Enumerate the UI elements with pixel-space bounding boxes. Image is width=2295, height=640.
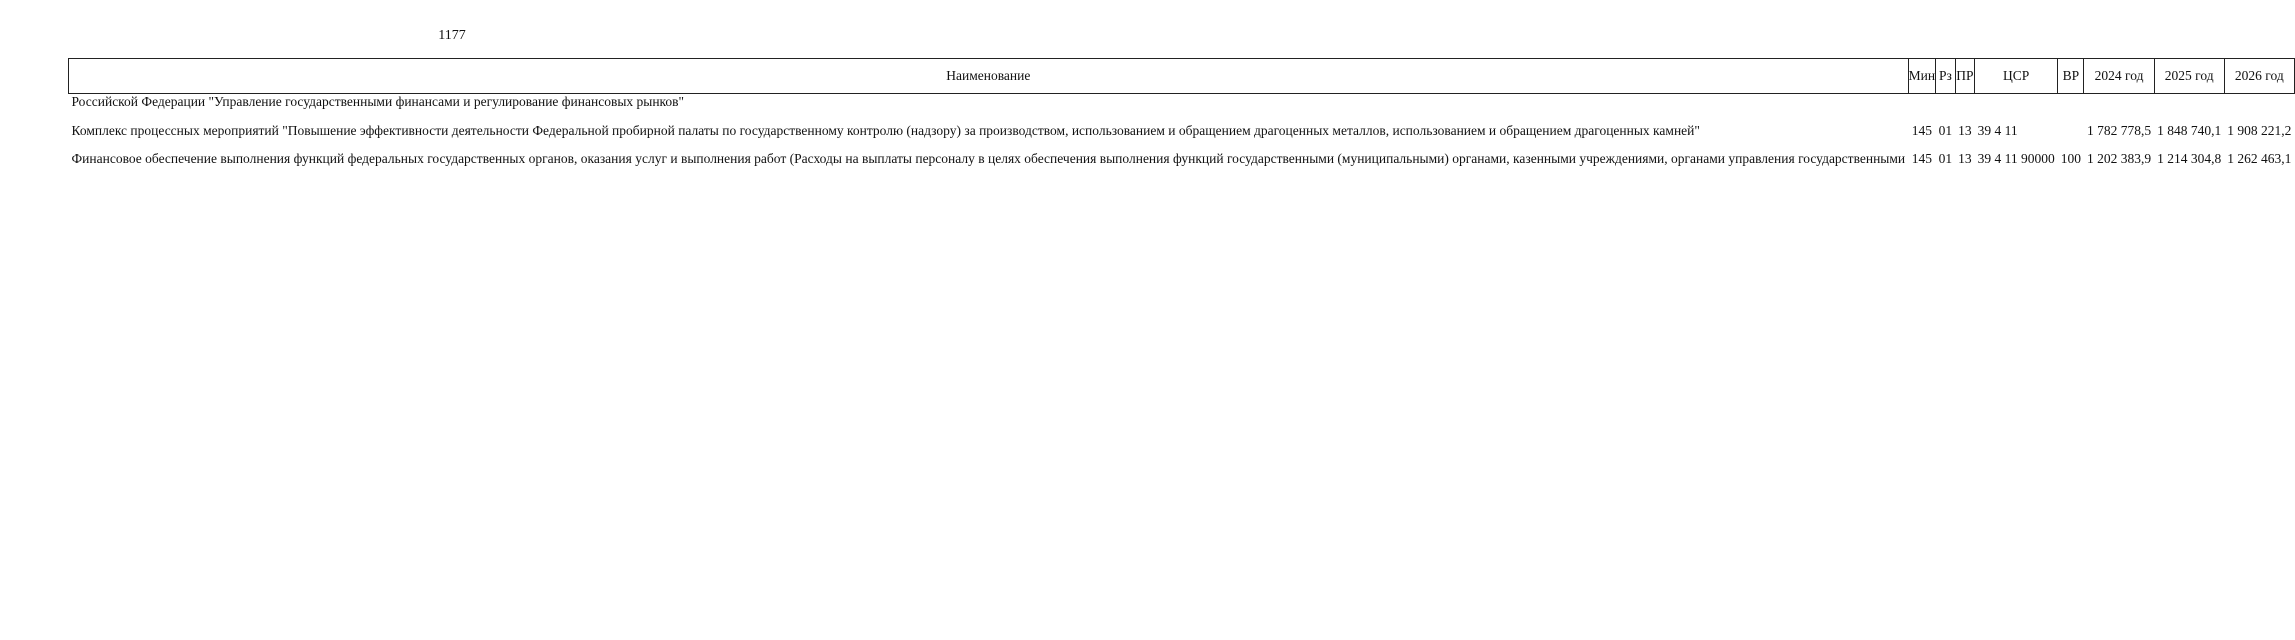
- table-header-row: [69, 59, 2295, 94]
- row-min: [1908, 94, 1935, 111]
- header-rz: Рз: [1936, 59, 1956, 94]
- row-vr: [2058, 94, 2084, 111]
- budget-table: [68, 58, 2295, 168]
- row-min: 145: [1911, 122, 1932, 138]
- row-name: Российской Федерации "Управление государственными финансами и регулирование финансовых рынков": [71, 94, 685, 109]
- row-2026: 1 908 221,2: [2227, 122, 2292, 138]
- row-pr: [1955, 94, 1975, 111]
- page-number: 1177: [438, 28, 466, 43]
- row-2025: 1 214 304,8: [2157, 151, 2222, 166]
- row-min: 145: [1911, 151, 1932, 166]
- table-row: [69, 94, 2295, 111]
- row-rz: [1936, 94, 1956, 111]
- header-name: Наименование: [69, 59, 1909, 94]
- row-csr: [1975, 94, 2058, 111]
- table-row: [69, 151, 2295, 168]
- row-pr: 13: [1958, 122, 1972, 138]
- row-pr: 13: [1958, 151, 1972, 166]
- row-rz: 01: [1938, 151, 1953, 166]
- table-row: [69, 123, 2295, 140]
- row-2026: [2224, 94, 2294, 111]
- header-vr: ВР: [2058, 59, 2084, 94]
- header-csr: ЦСР: [1975, 59, 2058, 94]
- row-spacer: [69, 139, 2295, 151]
- row-vr: [2058, 123, 2084, 140]
- row-2024: [2084, 94, 2154, 111]
- row-csr: 39 4 11 90000: [1977, 151, 2055, 166]
- row-2026: 1 262 463,1: [2227, 151, 2292, 166]
- row-2024: 1 782 778,5: [2086, 122, 2152, 138]
- row-name: Комплекс процессных мероприятий "Повышение эффективности деятельности Федеральной пробирной палаты по государственному контролю (надзору) за производством, использованием и обращением драгоценных металлов, использованием и обращением драгоценных камней": [71, 122, 1700, 138]
- row-2024: 1 202 383,9: [2086, 151, 2152, 166]
- header-2026: 2026 год: [2224, 59, 2294, 94]
- row-2025: [2154, 94, 2224, 111]
- header-min: Мин: [1908, 59, 1935, 94]
- header-pr: ПР: [1955, 59, 1975, 94]
- row-vr: 100: [2060, 151, 2081, 166]
- row-spacer: [69, 111, 2295, 123]
- header-2024: 2024 год: [2084, 59, 2154, 94]
- header-2025: 2025 год: [2154, 59, 2224, 94]
- row-rz: 01: [1938, 122, 1953, 138]
- row-name: Финансовое обеспечение выполнения функций федеральных государственных органов, оказания услуг и выполнения работ (Расходы на выплаты персоналу в целях обеспечения выполнения функций государственными (муниципальными) органами, казенными учреждениями, органами управления государственными: [71, 151, 1906, 166]
- row-2025: 1 848 740,1: [2157, 122, 2222, 138]
- row-csr: 39 4 11: [1977, 122, 2018, 138]
